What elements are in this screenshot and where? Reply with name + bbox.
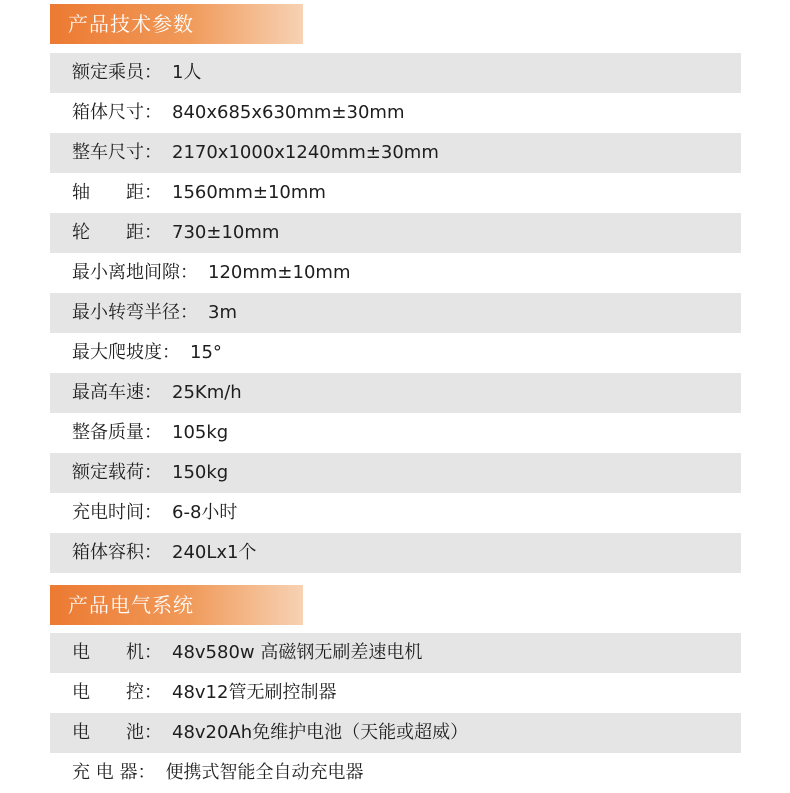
spec-value: 105kg [172, 422, 229, 443]
section-title: 产品技术参数 [68, 12, 194, 36]
spec-label: 电 机： [72, 642, 162, 663]
spec-row [50, 713, 741, 753]
spec-label: 最大爬坡度： [72, 342, 180, 363]
spec-label: 额定载荷： [72, 462, 162, 483]
spec-value: 1560mm±10mm [172, 182, 326, 203]
spec-label: 箱体容积： [72, 542, 162, 563]
spec-value: 48v12管无刷控制器 [172, 682, 337, 703]
spec-value: 150kg [172, 462, 229, 483]
spec-label: 最小转弯半径： [72, 302, 198, 323]
spec-row [50, 173, 741, 213]
spec-row [50, 413, 741, 453]
spec-value: 便携式智能全自动充电器 [165, 762, 364, 783]
spec-row [50, 533, 741, 573]
spec-value: 240Lx1个 [172, 542, 257, 563]
spec-value: 2170x1000x1240mm±30mm [172, 142, 439, 163]
spec-label: 整备质量： [72, 422, 162, 443]
spec-label: 箱体尺寸： [72, 102, 162, 123]
spec-value: 840x685x630mm±30mm [172, 102, 405, 123]
spec-row [50, 93, 741, 133]
spec-row [50, 373, 741, 413]
spec-row [50, 253, 741, 293]
spec-value: 48v580w 高磁钢无刷差速电机 [172, 642, 423, 663]
spec-row [50, 213, 741, 253]
section-title: 产品电气系统 [68, 593, 194, 617]
spec-row [50, 633, 741, 673]
spec-value: 48v20Ah免维护电池（天能或超威） [172, 722, 469, 743]
spec-value: 6-8小时 [172, 502, 238, 523]
spec-row [50, 53, 741, 93]
spec-row [50, 493, 741, 533]
spec-value: 3m [208, 302, 237, 323]
spec-value: 25Km/h [172, 382, 242, 403]
spec-label: 轮 距： [72, 222, 162, 243]
spec-label: 电 池： [72, 722, 162, 743]
spec-row [50, 753, 741, 793]
spec-value: 15° [190, 342, 222, 363]
spec-label: 充电时间： [72, 502, 162, 523]
spec-row [50, 133, 741, 173]
spec-row [50, 673, 741, 713]
spec-label: 最高车速： [72, 382, 162, 403]
spec-value: 1人 [172, 62, 202, 83]
spec-row [50, 293, 741, 333]
spec-label: 额定乘员： [72, 62, 162, 83]
section-header-electrical [50, 585, 303, 625]
spec-label: 充 电 器： [72, 762, 156, 783]
spec-row [50, 333, 741, 373]
spec-value: 120mm±10mm [208, 262, 351, 283]
spec-row [50, 453, 741, 493]
spec-label: 轴 距： [72, 182, 162, 203]
section-header-tech-params [50, 4, 303, 44]
spec-value: 730±10mm [172, 222, 280, 243]
spec-label: 整车尺寸： [72, 142, 162, 163]
spec-label: 最小离地间隙： [72, 262, 198, 283]
spec-label: 电 控： [72, 682, 162, 703]
